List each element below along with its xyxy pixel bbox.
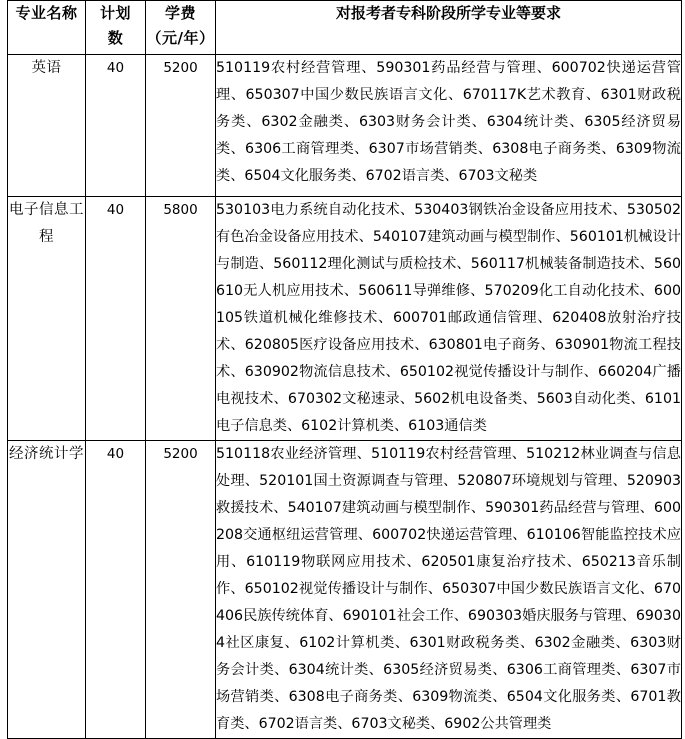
header-major-name-line-1: 专业名称 [15,4,78,22]
table-row [8,55,682,197]
cell-requirements: 510119农村经营管理、590301药品经营与管理、600702快递运营管理、650307中国少数民族语言文化、670117K艺术教育、6301财政税务类、6302金融类、6303财务会计类、6304统计类、6305经济贸易类、6306工商管理类、6307市场营销类、6308电子商务类、6309物流类、6504文化服务类、6702语言类、6703文秘类 [216,55,682,197]
cell-tuition: 5800 [146,197,216,441]
header-plan-count-line-2: 数 [107,29,124,47]
cell-requirements: 530103电力系统自动化技术、530403钢铁冶金设备应用技术、530502有色冶金设备应用技术、540107建筑动画与模型制作、560101机械设计与制造、560112理化测试与质检技术、560117机械装备制造技术、560610无人机应用技术、560611导弹维修、570209化工自动化技术、600105铁道机械化维修技术、600701邮政通信管理、620408放射治疗技术、620805医疗设备应用技术、630801电子商务、630901物流工程技术、630902物流信息技术、650102视觉传播设计与制作、660204广播电视技术、670302文秘速录、5602机电设备类、5603自动化类、6101电子信息类、6102计算机类、6103通信类 [216,197,682,441]
header-plan-count-line-1: 计划 [99,4,131,22]
cell-tuition: 5200 [146,441,216,739]
header-tuition-line-1: 学费 [164,4,196,22]
column-header-major-name [8,1,86,55]
column-header-tuition [146,1,216,55]
cell-plan-count: 40 [86,441,146,739]
cell-plan-count: 40 [86,55,146,197]
cell-major-name: 电子信息工程 [8,197,86,441]
header-row [8,1,682,55]
cell-plan-count: 40 [86,197,146,441]
table-header [8,1,682,55]
column-header-requirements [216,1,682,55]
header-requirements-line-1: 对报考者专科阶段所学专业等要求 [335,4,561,22]
column-header-plan-count [86,1,146,55]
header-tuition-line-2: （元/年） [146,29,215,47]
major-plan-table [7,0,682,739]
cell-requirements: 510118农业经济管理、510119农村经营管理、510212林业调查与信息处理、520101国土资源调查与管理、520807环境规划与管理、520903救援技术、540107建筑动画与模型制作、590301药品经营与管理、600208交通枢纽运营管理、600702快递运营管理、610106智能监控技术应用、610119物联网应用技术、620501康复治疗技术、650213音乐制作、650102视觉传播设计与制作、650307中国少数民族语言文化、670406民族传统体育、690101社会工作、690303婚庆服务与管理、690304社区康复、6102计算机类、6301财政税务类、6302金融类、6303财务会计类、6304统计类、6305经济贸易类、6306工商管理类、6307市场营销类、6308电子商务类、6309物流类、6504文化服务类、6701教育类、6702语言类、6703文秘类、6902公共管理类 [216,441,682,739]
table-row [8,197,682,441]
table-row [8,441,682,739]
cell-major-name: 经济统计学 [8,441,86,739]
cell-tuition: 5200 [146,55,216,197]
table-body [8,55,682,739]
cell-major-name: 英语 [8,55,86,197]
